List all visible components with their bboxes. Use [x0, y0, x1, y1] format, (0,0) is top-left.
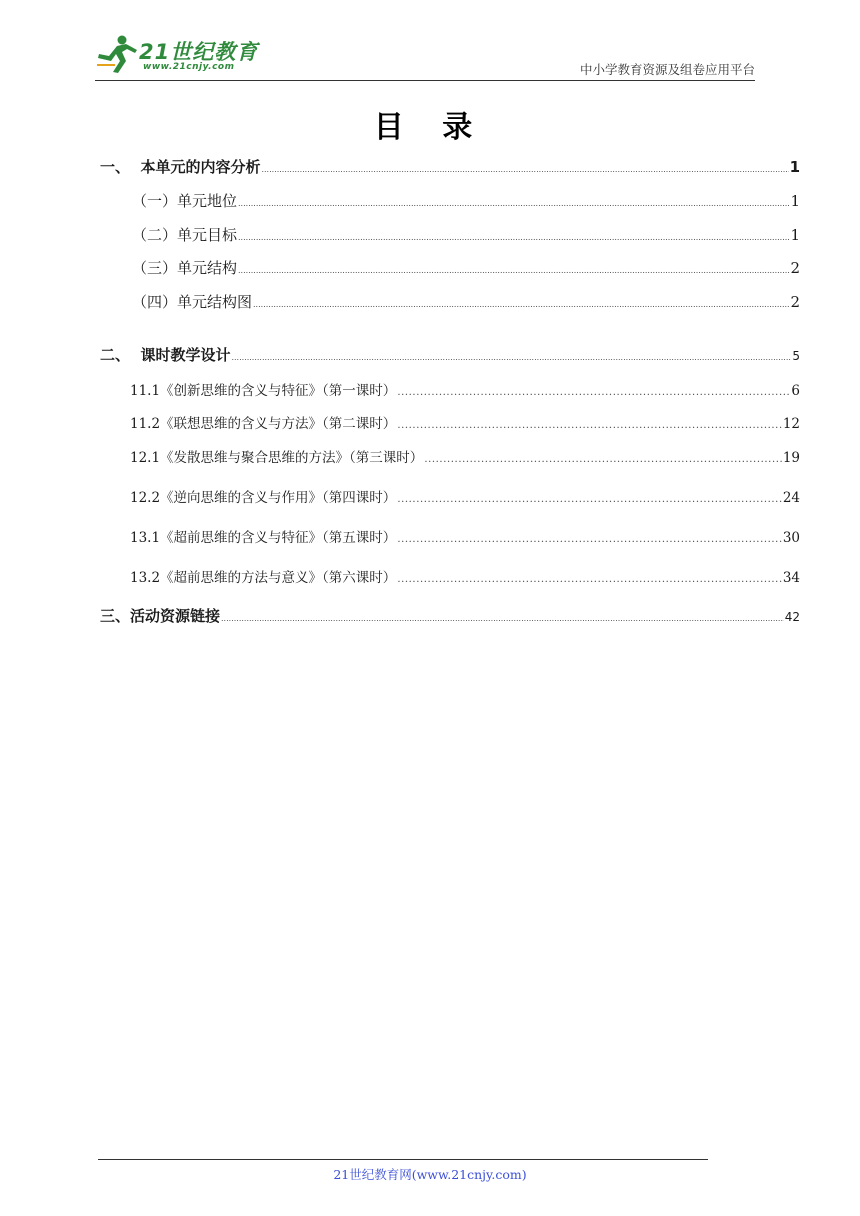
- toc-entry-page: 2: [790, 259, 800, 277]
- toc-entry-label: （一）单元地位: [132, 192, 238, 210]
- toc-leader: [397, 494, 782, 505]
- toc-entry-page: 34: [782, 570, 800, 586]
- toc-entry-label: （三）单元结构: [132, 259, 238, 277]
- toc-entry[interactable]: [130, 486, 800, 506]
- toc-entry[interactable]: [130, 379, 800, 399]
- toc-leader: [397, 420, 782, 431]
- toc-entry-label: 11.1《创新思维的含义与特征》（第一课时）: [130, 383, 397, 399]
- footer-divider: [98, 1159, 708, 1160]
- toc-leader: [238, 233, 789, 242]
- toc-leader: [238, 266, 789, 275]
- toc-leader: [221, 614, 784, 623]
- toc-leader: [238, 199, 789, 208]
- toc-leader: [397, 534, 782, 545]
- toc-entry[interactable]: [130, 412, 800, 432]
- toc-entry-label: 12.1《发散思维与聚合思维的方法》（第三课时）: [130, 450, 424, 466]
- toc-entry-page: 6: [791, 383, 800, 399]
- toc-entry[interactable]: [130, 446, 800, 466]
- logo-text: 21世纪教育: [139, 40, 259, 64]
- toc-leader: [424, 454, 782, 465]
- toc-entry[interactable]: [100, 605, 800, 626]
- toc-entry-page: 42: [784, 610, 800, 624]
- toc-entry-label: 一、 本单元的内容分析: [100, 158, 261, 176]
- toc-entry-page: 1: [790, 226, 800, 244]
- logo: [95, 32, 265, 78]
- toc-leader: [231, 353, 791, 362]
- runner-logo-icon: [95, 34, 139, 74]
- toc-entry[interactable]: [130, 566, 800, 586]
- toc-entry-page: 24: [782, 490, 800, 506]
- header-platform-text: 中小学教育资源及组卷应用平台: [579, 62, 755, 77]
- toc-leader: [397, 574, 782, 585]
- toc-leader: [261, 165, 788, 174]
- toc-entry-page: 12: [782, 416, 800, 432]
- toc-entry[interactable]: [132, 190, 800, 211]
- toc-entry-page: 5: [792, 349, 800, 363]
- toc-entry-label: 12.2《逆向思维的含义与作用》（第四课时）: [130, 490, 397, 506]
- page-title: 目 录: [373, 110, 487, 145]
- toc-entry-label: 13.1《超前思维的含义与特征》（第五课时）: [130, 530, 397, 546]
- toc-leader: [253, 300, 789, 309]
- toc-entry-label: 三、活动资源链接: [100, 607, 221, 625]
- toc-entry-label: 11.2《联想思维的含义与方法》（第二课时）: [130, 416, 397, 432]
- toc-entry[interactable]: [100, 156, 800, 177]
- footer-link[interactable]: 21世纪教育网(www.21cnjy.com): [333, 1167, 527, 1182]
- toc-entry-label: （二）单元目标: [132, 226, 238, 244]
- toc-entry-label: （四）单元结构图: [132, 293, 253, 311]
- toc-entry[interactable]: [100, 344, 800, 365]
- toc-entry[interactable]: [132, 291, 800, 312]
- toc-entry-page: 30: [782, 530, 800, 546]
- toc-entry-page: 1: [789, 158, 800, 176]
- toc-entry-page: 1: [790, 192, 800, 210]
- toc-entry[interactable]: [132, 224, 800, 245]
- logo-url: www.21cnjy.com: [143, 62, 235, 72]
- toc-entry-label: 二、 课时教学设计: [100, 346, 231, 364]
- toc-leader: [397, 387, 790, 398]
- toc-entry-page: 19: [782, 450, 800, 466]
- toc-entry-page: 2: [790, 293, 800, 311]
- page-header: [95, 32, 755, 81]
- toc-entry-label: 13.2《超前思维的方法与意义》（第六课时）: [130, 570, 397, 586]
- toc-entry[interactable]: [130, 526, 800, 546]
- toc-entry[interactable]: [132, 257, 800, 278]
